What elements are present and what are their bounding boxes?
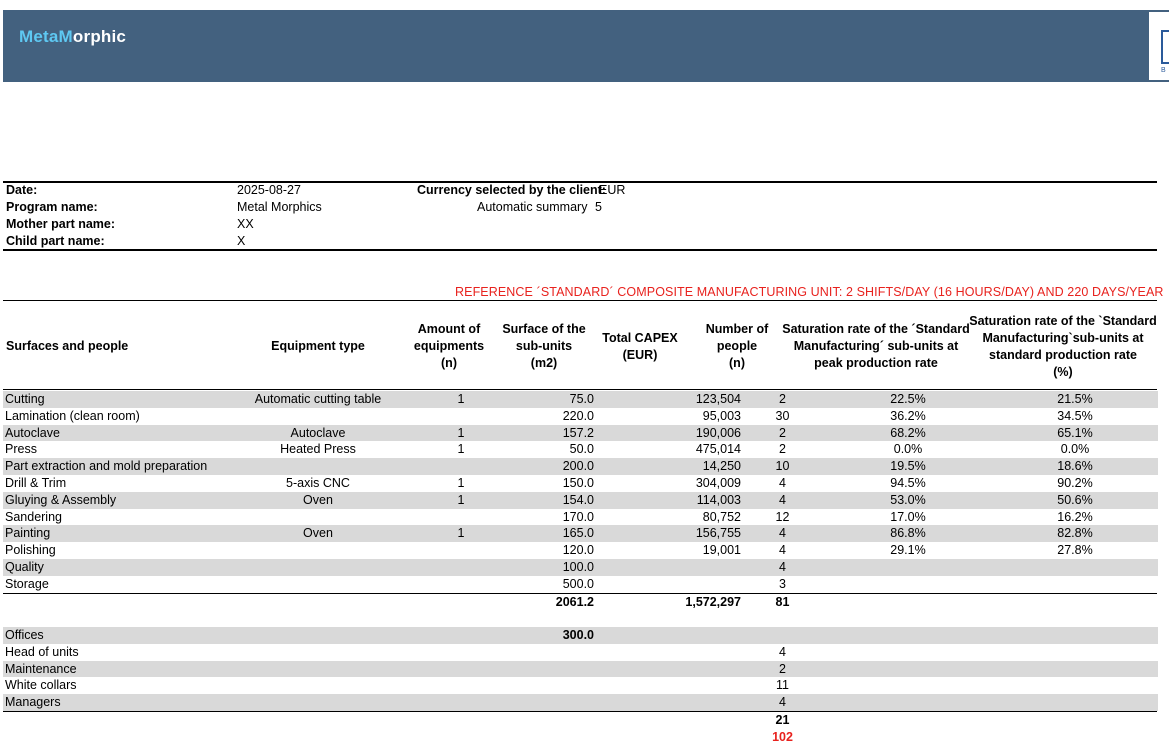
col-header-people: Number of people (n)	[705, 322, 769, 370]
col-header-amount: Amount of equipments (n)	[413, 322, 485, 370]
table-row: Quality 100.0 4	[3, 559, 1158, 576]
col-header-surface: Surface of the sub-units (m2)	[502, 322, 586, 370]
table-row: Cutting Automatic cutting table 1 75.0 123,504 2 22.5% 21.5%	[3, 391, 1158, 408]
total-capex: 1,572,297	[685, 595, 741, 609]
program-label: Program name:	[6, 200, 98, 214]
mother-part-value: XX	[237, 217, 254, 231]
col-header-saturation-standard: Saturation rate of the `Standard Manufacturing`sub-units at standard production rate (%)	[969, 314, 1157, 379]
summary-value: 5	[595, 200, 602, 214]
info-bottom-rule	[3, 249, 1157, 251]
totals-row	[3, 594, 1158, 611]
summary-label: Automatic summary	[477, 200, 588, 214]
grand-total: 102	[772, 729, 793, 744]
table-row: Polishing 120.0 19,001 4 29.1% 27.8%	[5, 543, 1093, 558]
staff-total-row	[3, 712, 1158, 729]
table-row: Gluying & Assembly Oven 1 154.0 114,003 4 53.0% 50.6%	[3, 492, 1158, 509]
staff-total: 21	[775, 713, 790, 727]
table-row: Lamination (clean room) 220.0 95,003 30 36.2% 34.5%	[5, 408, 1093, 423]
mother-part-label: Mother part name:	[6, 217, 116, 231]
date-value: 2025-08-27	[237, 183, 301, 197]
grand-total-row	[3, 729, 1158, 746]
table-row: Autoclave Autoclave 1 157.2 190,006 2 68.2% 65.1%	[3, 425, 1158, 442]
metamorphic-logo: MetaMorphic	[19, 27, 127, 46]
table-row: Press Heated Press 1 50.0 475,014 2 0.0% 0.0%	[5, 442, 1090, 457]
col-header-capex: Total CAPEX (EUR)	[602, 331, 678, 362]
currency-label: Currency selected by the client:	[417, 183, 606, 197]
currency-value: EUR	[599, 183, 626, 197]
grand-totals-table	[3, 712, 1158, 746]
table-row: Painting Oven 1 165.0 156,755 4 86.8% 82.8%	[3, 525, 1158, 542]
corner-logo-icon: B	[1149, 12, 1169, 80]
table-row: Sandering 170.0 80,752 12 17.0% 16.2%	[5, 509, 1093, 524]
date-label: Date:	[6, 183, 38, 197]
table-row: Storage 500.0 3	[5, 576, 786, 591]
child-part-label: Child part name:	[6, 234, 105, 248]
header-top-rule	[3, 300, 1157, 301]
totals-table	[3, 594, 1158, 611]
total-surface: 2061.2	[555, 595, 594, 609]
reference-title: REFERENCE ´STANDARD´ COMPOSITE MANUFACTURING UNIT: 2 SHIFTS/DAY (16 HOURS/DAY) AND 220 DAYS/YEAR	[455, 285, 1164, 299]
table-row: White collars 11	[5, 678, 789, 693]
staff-table	[3, 627, 1158, 711]
table-row: Part extraction and mold preparation 200.0 14,250 10 19.5% 18.6%	[3, 458, 1158, 475]
offices-row: Offices 300.0	[3, 627, 1158, 644]
table-row: Maintenance 2	[3, 661, 1158, 678]
program-value: Metal Morphics	[237, 200, 322, 214]
total-people: 81	[775, 595, 790, 609]
col-header-surfaces: Surfaces and people	[6, 339, 129, 353]
col-header-equipment: Equipment type	[271, 339, 365, 353]
production-table	[3, 391, 1158, 593]
header-bottom-rule	[3, 389, 1157, 390]
table-row: Drill & Trim 5-axis CNC 1 150.0 304,009 4 94.5% 90.2%	[5, 475, 1093, 490]
col-header-saturation-peak: Saturation rate of the ´Standard Manufacturing´ sub-units at peak production rate	[782, 322, 970, 370]
child-part-value: X	[237, 234, 246, 248]
header-banner	[3, 10, 1169, 82]
table-row: Head of units 4	[5, 644, 786, 659]
table-row: Managers 4	[3, 694, 1158, 711]
